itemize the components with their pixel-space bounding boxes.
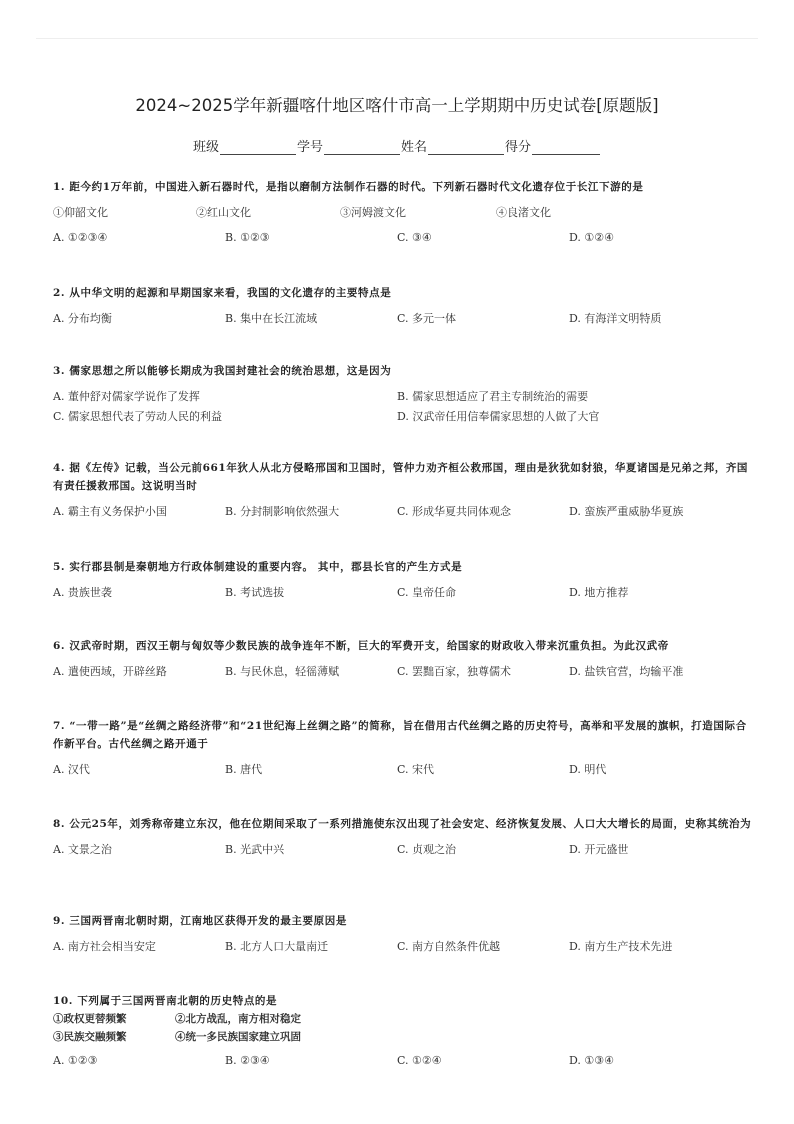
item: ②红山文化 xyxy=(196,206,251,219)
item: ④良渚文化 xyxy=(496,206,551,219)
option-c[interactable]: C. ③④ xyxy=(397,231,432,244)
question-stem: 8. 公元25年，刘秀称帝建立东汉，他在位期间采取了一系列措施使东汉出现了社会安定、经济恢复发展、人口大大增长的局面，史称其统治为 xyxy=(53,818,752,830)
question-2 xyxy=(53,284,754,328)
option-list xyxy=(53,584,754,602)
number-blank[interactable] xyxy=(324,140,400,155)
option-c[interactable]: C. 多元一体 xyxy=(397,312,457,325)
option-d[interactable]: D. ①③④ xyxy=(569,1054,615,1067)
option-b[interactable]: B. 唐代 xyxy=(225,763,263,776)
class-blank[interactable] xyxy=(220,140,296,155)
option-list xyxy=(53,231,754,249)
option-list xyxy=(53,663,754,681)
option-c[interactable]: C. ①②④ xyxy=(397,1054,442,1067)
option-d[interactable]: D. 地方推荐 xyxy=(569,586,629,599)
option-a[interactable]: A. 贵族世袭 xyxy=(53,586,112,599)
option-c[interactable]: C. 皇帝任命 xyxy=(397,586,457,599)
option-b[interactable]: B. ②③④ xyxy=(225,1054,270,1067)
item: ③河姆渡文化 xyxy=(340,206,406,219)
question-stem: 1. 距今约1万年前，中国进入新石器时代，是指以磨制方法制作石器的时代。下列新石器时代文化遗存位于长江下游的是 xyxy=(53,181,644,193)
option-a[interactable]: A. ①②③ xyxy=(53,1054,98,1067)
item: ③民族交融频繁 xyxy=(53,1031,127,1043)
option-c[interactable]: C. 贞观之治 xyxy=(397,843,457,856)
option-list xyxy=(53,503,754,521)
option-list xyxy=(53,310,754,328)
option-c[interactable]: C. 儒家思想代表了劳动人民的利益 xyxy=(53,410,223,423)
number-label: 学号 xyxy=(296,140,323,155)
question-stem: 6. 汉武帝时期，西汉王朝与匈奴等少数民族的战争连年不断，巨大的军费开支，给国家的财政收入带来沉重负担。为此汉武帝 xyxy=(53,640,669,652)
question-8 xyxy=(53,815,754,859)
option-b[interactable]: B. 考试选拔 xyxy=(225,586,285,599)
option-a[interactable]: A. 霸主有义务保护小国 xyxy=(53,505,167,518)
item-list xyxy=(53,1028,754,1046)
option-c[interactable]: C. 罢黜百家，独尊儒术 xyxy=(397,665,512,678)
option-list xyxy=(53,761,754,779)
question-stem: 9. 三国两晋南北朝时期，江南地区获得开发的最主要原因是 xyxy=(53,915,347,927)
option-b[interactable]: B. 光武中兴 xyxy=(225,843,285,856)
question-3 xyxy=(53,362,754,426)
question-7 xyxy=(53,717,754,779)
question-stem: 3. 儒家思想之所以能够长期成为我国封建社会的统治思想，这是因为 xyxy=(53,365,392,377)
option-a[interactable]: A. ①②③④ xyxy=(53,231,108,244)
option-b[interactable]: B. ①②③ xyxy=(225,231,270,244)
option-a[interactable]: A. 遣使西域，开辟丝路 xyxy=(53,665,167,678)
option-d[interactable]: D. ①②④ xyxy=(569,231,615,244)
question-4 xyxy=(53,459,754,521)
option-c[interactable]: C. 形成华夏共同体观念 xyxy=(397,505,512,518)
option-a[interactable]: A. 南方社会相当安定 xyxy=(53,940,156,953)
option-list xyxy=(53,388,754,406)
item: ②北方战乱，南方相对稳定 xyxy=(175,1013,301,1025)
top-rule xyxy=(36,38,758,39)
question-stem: 4. 据《左传》记载，当公元前661年狄人从北方侵略邢国和卫国时，管仲力劝齐桓公救邢国，理由是狄犹如豺狼，华夏诸国是兄弟之邦，齐国有责任援救邢国。这说明当时 xyxy=(53,462,749,492)
question-stem: 5. 实行郡县制是秦朝地方行政体制建设的重要内容。 其中，郡县长官的产生方式是 xyxy=(53,561,463,573)
option-list xyxy=(53,1054,754,1072)
question-1 xyxy=(53,178,754,249)
item: ④统一多民族国家建立巩固 xyxy=(175,1031,301,1043)
option-c[interactable]: C. 宋代 xyxy=(397,763,435,776)
question-stem: 2. 从中华文明的起源和早期国家来看，我国的文化遗存的主要特点是 xyxy=(53,287,392,299)
question-6 xyxy=(53,637,754,681)
question-stem: 7. “一带一路”是“丝绸之路经济带”和“21世纪海上丝绸之路”的简称，旨在借用古代丝绸之路的历史符号，高举和平发展的旗帜，打造国际合作新平台。古代丝绸之路开通于 xyxy=(53,720,747,750)
question-10 xyxy=(53,992,754,1072)
class-label: 班级 xyxy=(192,140,219,155)
option-d[interactable]: D. 汉武帝任用信奉儒家思想的人做了大官 xyxy=(397,410,600,423)
option-d[interactable]: D. 开元盛世 xyxy=(569,843,629,856)
score-blank[interactable] xyxy=(532,140,600,155)
item-list xyxy=(53,1010,754,1028)
option-d[interactable]: D. 有海洋文明特质 xyxy=(569,312,662,325)
option-a[interactable]: A. 分布均衡 xyxy=(53,312,112,325)
option-b[interactable]: B. 集中在长江流域 xyxy=(225,312,318,325)
question-5 xyxy=(53,558,754,602)
name-label: 姓名 xyxy=(401,140,428,155)
item: ①政权更替频繁 xyxy=(53,1013,127,1025)
question-stem: 10. 下列属于三国两晋南北朝的历史特点的是 xyxy=(53,995,278,1007)
option-b[interactable]: B. 儒家思想适应了君主专制统治的需要 xyxy=(397,390,589,403)
question-9 xyxy=(53,912,754,956)
page-title: 2024~2025学年新疆喀什地区喀什市高一上学期期中历史试卷[原题版] xyxy=(135,96,659,115)
option-a[interactable]: A. 董仲舒对儒家学说作了发挥 xyxy=(53,390,200,403)
option-b[interactable]: B. 与民休息，轻徭薄赋 xyxy=(225,665,340,678)
option-list xyxy=(53,841,754,859)
option-d[interactable]: D. 蛮族严重威胁华夏族 xyxy=(569,505,684,518)
option-a[interactable]: A. 汉代 xyxy=(53,763,90,776)
option-list xyxy=(53,938,754,956)
option-b[interactable]: B. 北方人口大量南迁 xyxy=(225,940,329,953)
item-list xyxy=(53,204,754,222)
option-c[interactable]: C. 南方自然条件优越 xyxy=(397,940,501,953)
name-blank[interactable] xyxy=(428,140,504,155)
option-list xyxy=(53,408,754,426)
option-b[interactable]: B. 分封制影响依然强大 xyxy=(225,505,340,518)
option-d[interactable]: D. 南方生产技术先进 xyxy=(569,940,673,953)
student-info-row xyxy=(0,136,794,155)
option-d[interactable]: D. 盐铁官营，均输平准 xyxy=(569,665,684,678)
item: ①仰韶文化 xyxy=(53,206,108,219)
score-label: 得分 xyxy=(505,140,532,155)
option-d[interactable]: D. 明代 xyxy=(569,763,607,776)
option-a[interactable]: A. 文景之治 xyxy=(53,843,112,856)
